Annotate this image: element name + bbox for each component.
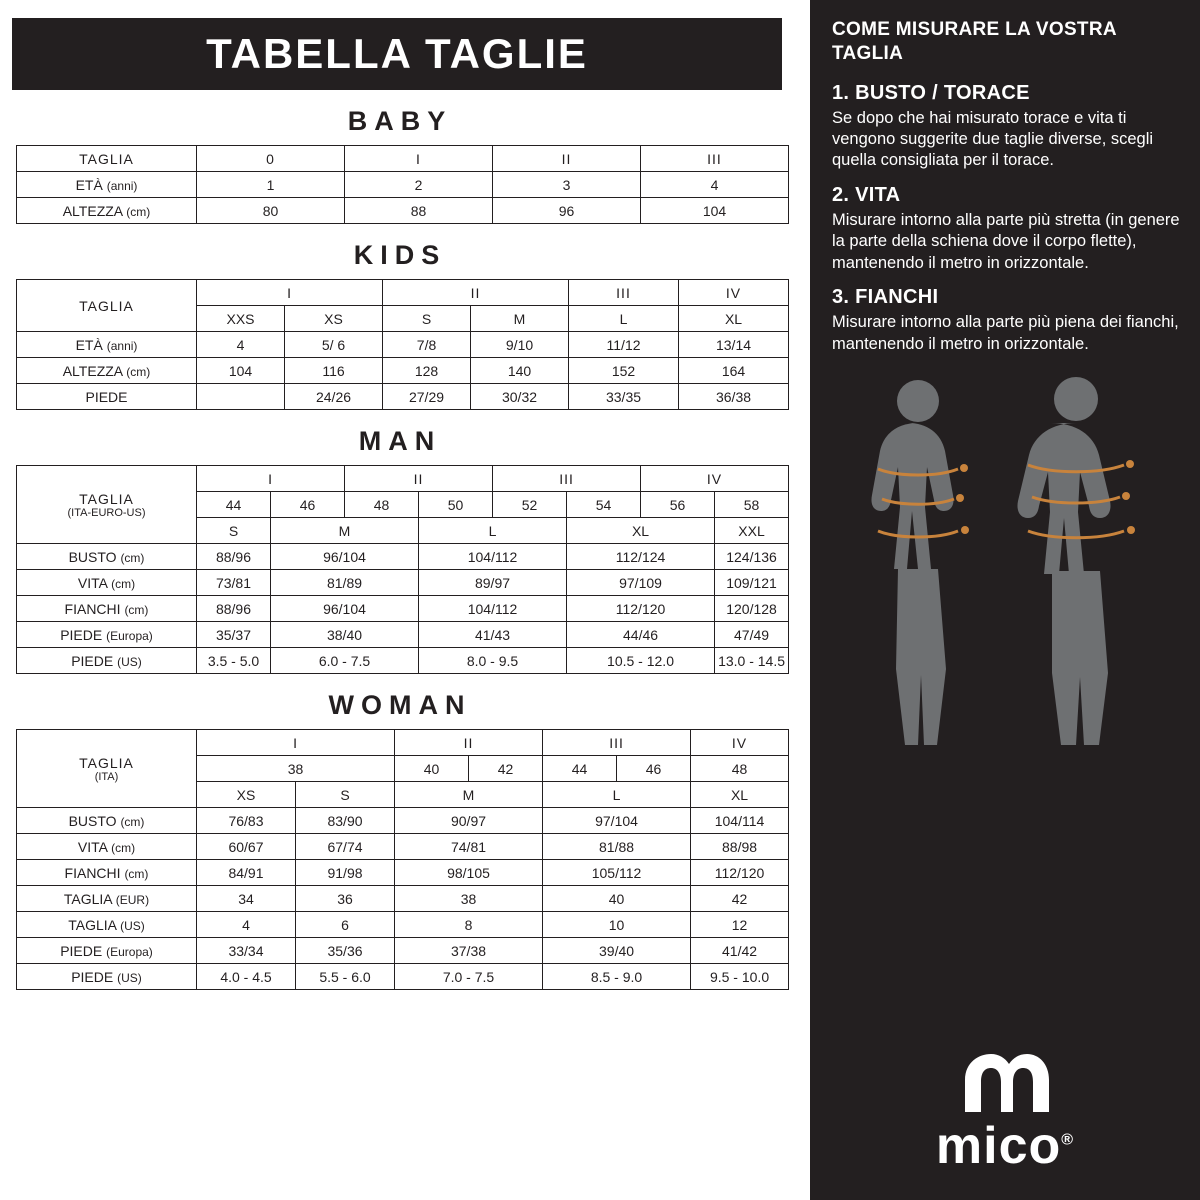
table-row (17, 596, 789, 622)
kids-row-0-c4: 11/12 (569, 332, 679, 358)
table-row (17, 358, 789, 384)
woman-row-2-label: FIANCHI (cm) (17, 860, 197, 886)
woman-row-1-c1: 67/74 (296, 834, 395, 860)
baby-group-1: I (345, 146, 493, 172)
sidebar-heading-vita: 2. VITA (832, 183, 901, 206)
woman-row-2-c1: 91/98 (296, 860, 395, 886)
man-row-0-c3: 112/124 (567, 544, 715, 570)
man-letter-0: S (197, 518, 271, 544)
section-title-baby: BABY (347, 106, 453, 136)
woman-row-4-c0: 4 (197, 912, 296, 938)
kids-row-1-c1: 116 (285, 358, 383, 384)
man-measure-dots (1122, 460, 1135, 534)
man-group-1: II (345, 466, 493, 492)
man-number-3: 50 (419, 492, 493, 518)
sidebar-heading-fianchi: 3. FIANCHI (832, 286, 939, 309)
kids-row-1-c2: 128 (383, 358, 471, 384)
table-row (17, 860, 789, 886)
woman-number-0: 38 (197, 756, 395, 782)
table-row (17, 730, 789, 756)
mico-logo-mark-icon (957, 1052, 1053, 1114)
kids-size-5: XL (679, 306, 789, 332)
baby-row-0-c2: 3 (493, 172, 641, 198)
table-kids (16, 279, 789, 410)
figures-svg (832, 373, 1180, 773)
woman-row-5-c4: 41/42 (691, 938, 789, 964)
baby-group-2: II (493, 146, 641, 172)
kids-row-2-c2: 27/29 (383, 384, 471, 410)
man-row-2-c2: 104/112 (419, 596, 567, 622)
woman-row-1-c0: 60/67 (197, 834, 296, 860)
man-figure-icon (1017, 377, 1110, 745)
woman-group-3: IV (691, 730, 789, 756)
man-row-2-c1: 96/104 (271, 596, 419, 622)
man-number-5: 54 (567, 492, 641, 518)
woman-row-5-c0: 33/34 (197, 938, 296, 964)
woman-row-3-c2: 38 (395, 886, 543, 912)
baby-row-1-c0: 80 (197, 198, 345, 224)
man-number-2: 48 (345, 492, 419, 518)
man-row-4-c0: 3.5 - 5.0 (197, 648, 271, 674)
table-row (17, 648, 789, 674)
man-row-0-c2: 104/112 (419, 544, 567, 570)
table-row (17, 146, 789, 172)
kids-row-1-c5: 164 (679, 358, 789, 384)
man-row-1-c1: 81/89 (271, 570, 419, 596)
woman-row-6-c3: 8.5 - 9.0 (543, 964, 691, 990)
kids-row-2-label: PIEDE (17, 384, 197, 410)
kids-size-3: M (471, 306, 569, 332)
section-title-man: MAN (358, 426, 442, 456)
woman-row-3-c4: 42 (691, 886, 789, 912)
woman-row-3-c1: 36 (296, 886, 395, 912)
kids-group-3: IV (679, 280, 789, 306)
woman-row-5-c2: 37/38 (395, 938, 543, 964)
woman-number-5: 48 (691, 756, 789, 782)
man-row-3-c2: 41/43 (419, 622, 567, 648)
kids-row-0-c3: 9/10 (471, 332, 569, 358)
man-letter-3: XL (567, 518, 715, 544)
woman-row-2-c3: 105/112 (543, 860, 691, 886)
woman-row-5-c1: 35/36 (296, 938, 395, 964)
woman-taglia-label: TAGLIA (ITA) (17, 730, 197, 808)
woman-row-2-c0: 84/91 (197, 860, 296, 886)
kids-row-1-c0: 104 (197, 358, 285, 384)
woman-row-2-c2: 98/105 (395, 860, 543, 886)
woman-row-0-c0: 76/83 (197, 808, 296, 834)
table-row (17, 570, 789, 596)
man-number-4: 52 (493, 492, 567, 518)
sidebar-panel (810, 0, 1200, 1200)
kids-row-1-label: ALTEZZA (cm) (17, 358, 197, 384)
baby-row-0-label: ETÀ (anni) (17, 172, 197, 198)
woman-row-0-c4: 104/114 (691, 808, 789, 834)
woman-figure-icon (871, 380, 953, 745)
woman-row-1-c2: 74/81 (395, 834, 543, 860)
baby-row-1-c2: 96 (493, 198, 641, 224)
baby-row-0-c1: 2 (345, 172, 493, 198)
woman-measure-dots (956, 464, 969, 534)
kids-row-2-c3: 30/32 (471, 384, 569, 410)
man-group-3: IV (641, 466, 789, 492)
baby-taglia-label: TAGLIA (17, 146, 197, 172)
table-row (17, 886, 789, 912)
table-row (17, 466, 789, 492)
table-row (17, 280, 789, 306)
kids-group-2: III (569, 280, 679, 306)
woman-row-0-c2: 90/97 (395, 808, 543, 834)
kids-group-1: II (383, 280, 569, 306)
kids-size-1: XS (285, 306, 383, 332)
woman-row-6-c2: 7.0 - 7.5 (395, 964, 543, 990)
kids-row-1-c3: 140 (471, 358, 569, 384)
table-row (17, 938, 789, 964)
man-row-0-label: BUSTO (cm) (17, 544, 197, 570)
man-row-3-c4: 47/49 (715, 622, 789, 648)
woman-number-2: 42 (469, 756, 543, 782)
man-row-2-c0: 88/96 (197, 596, 271, 622)
kids-row-0-c2: 7/8 (383, 332, 471, 358)
woman-letter-2: M (395, 782, 543, 808)
man-row-1-c3: 97/109 (567, 570, 715, 596)
woman-row-6-c1: 5.5 - 6.0 (296, 964, 395, 990)
page-title: TABELLA TAGLIE (206, 30, 588, 77)
man-row-3-label: PIEDE (Europa) (17, 622, 197, 648)
kids-size-0: XXS (197, 306, 285, 332)
section-title-woman: WOMAN (328, 690, 472, 720)
sidebar-text-vita: Misurare intorno alla parte più stretta (in genere la parte della schiena dove il corpo flette), mantenendo il metro in orizzontale. (832, 210, 1180, 272)
woman-row-0-c1: 83/90 (296, 808, 395, 834)
woman-letter-3: L (543, 782, 691, 808)
woman-row-6-c0: 4.0 - 4.5 (197, 964, 296, 990)
sidebar-text-fianchi: Misurare intorno alla parte più piena dei fianchi, mantenendo il metro in orizzontale. (832, 313, 1179, 353)
woman-letter-0: XS (197, 782, 296, 808)
man-number-6: 56 (641, 492, 715, 518)
man-group-0: I (197, 466, 345, 492)
kids-row-0-label: ETÀ (anni) (17, 332, 197, 358)
woman-row-4-c1: 6 (296, 912, 395, 938)
man-group-2: III (493, 466, 641, 492)
woman-letter-1: S (296, 782, 395, 808)
man-row-0-c1: 96/104 (271, 544, 419, 570)
woman-number-4: 46 (617, 756, 691, 782)
man-row-2-c4: 120/128 (715, 596, 789, 622)
baby-row-1-c1: 88 (345, 198, 493, 224)
man-letter-2: L (419, 518, 567, 544)
man-letter-4: XXL (715, 518, 789, 544)
woman-letter-4: XL (691, 782, 789, 808)
baby-row-1-label: ALTEZZA (cm) (17, 198, 197, 224)
table-row (17, 332, 789, 358)
kids-size-4: L (569, 306, 679, 332)
man-row-4-c3: 10.5 - 12.0 (567, 648, 715, 674)
woman-row-4-c2: 8 (395, 912, 543, 938)
man-number-7: 58 (715, 492, 789, 518)
table-row (17, 198, 789, 224)
man-row-1-c2: 89/97 (419, 570, 567, 596)
baby-row-0-c0: 1 (197, 172, 345, 198)
woman-row-0-label: BUSTO (cm) (17, 808, 197, 834)
section-title-kids: KIDS (353, 240, 447, 270)
man-row-1-c0: 73/81 (197, 570, 271, 596)
kids-row-2-c1: 24/26 (285, 384, 383, 410)
woman-row-5-c3: 39/40 (543, 938, 691, 964)
woman-row-3-c3: 40 (543, 886, 691, 912)
man-number-1: 46 (271, 492, 345, 518)
man-letter-1: M (271, 518, 419, 544)
table-row (17, 834, 789, 860)
woman-row-3-c0: 34 (197, 886, 296, 912)
man-row-2-label: FIANCHI (cm) (17, 596, 197, 622)
man-row-4-c2: 8.0 - 9.5 (419, 648, 567, 674)
man-row-1-label: VITA (cm) (17, 570, 197, 596)
table-row (17, 912, 789, 938)
woman-row-5-label: PIEDE (Europa) (17, 938, 197, 964)
table-woman (16, 729, 789, 990)
kids-row-2-c5: 36/38 (679, 384, 789, 410)
man-taglia-label: TAGLIA (ITA-EURO-US) (17, 466, 197, 544)
man-row-0-c4: 124/136 (715, 544, 789, 570)
woman-group-2: III (543, 730, 691, 756)
table-row (17, 384, 789, 410)
woman-group-0: I (197, 730, 395, 756)
kids-group-0: I (197, 280, 383, 306)
woman-row-2-c4: 112/120 (691, 860, 789, 886)
woman-row-1-label: VITA (cm) (17, 834, 197, 860)
table-row (17, 544, 789, 570)
page-title-bar (12, 18, 782, 90)
sidebar-heading-busto: 1. BUSTO / TORACE (832, 81, 1030, 104)
table-man (16, 465, 789, 674)
baby-row-0-c3: 4 (641, 172, 789, 198)
table-row (17, 964, 789, 990)
woman-row-4-label: TAGLIA (US) (17, 912, 197, 938)
woman-row-6-label: PIEDE (US) (17, 964, 197, 990)
kids-row-1-c4: 152 (569, 358, 679, 384)
table-row (17, 808, 789, 834)
baby-row-1-c3: 104 (641, 198, 789, 224)
woman-row-3-label: TAGLIA (EUR) (17, 886, 197, 912)
mico-wordmark: mico® (935, 1117, 1075, 1175)
man-row-4-c4: 13.0 - 14.5 (715, 648, 789, 674)
woman-group-1: II (395, 730, 543, 756)
brand-logo (810, 1052, 1200, 1176)
kids-row-2-c4: 33/35 (569, 384, 679, 410)
woman-row-4-c4: 12 (691, 912, 789, 938)
man-row-3-c3: 44/46 (567, 622, 715, 648)
woman-row-1-c4: 88/98 (691, 834, 789, 860)
man-row-3-c0: 35/37 (197, 622, 271, 648)
man-number-0: 44 (197, 492, 271, 518)
sidebar-title: COME MISURARE LA VOSTRA TAGLIA (832, 19, 1117, 64)
woman-row-4-c3: 10 (543, 912, 691, 938)
woman-number-3: 44 (543, 756, 617, 782)
table-baby (16, 145, 789, 224)
baby-group-3: III (641, 146, 789, 172)
kids-row-0-c0: 4 (197, 332, 285, 358)
man-row-1-c4: 109/121 (715, 570, 789, 596)
kids-row-0-c5: 13/14 (679, 332, 789, 358)
kids-row-0-c1: 5/ 6 (285, 332, 383, 358)
kids-size-2: S (383, 306, 471, 332)
woman-row-1-c3: 81/88 (543, 834, 691, 860)
woman-row-6-c4: 9.5 - 10.0 (691, 964, 789, 990)
sidebar-text-busto: Se dopo che hai misurato torace e vita ti vengono suggerite due taglie diverse, scegli quella consigliata per il torace. (832, 108, 1154, 170)
man-row-4-c1: 6.0 - 7.5 (271, 648, 419, 674)
man-row-4-label: PIEDE (US) (17, 648, 197, 674)
man-row-3-c1: 38/40 (271, 622, 419, 648)
woman-number-1: 40 (395, 756, 469, 782)
kids-taglia-label: TAGLIA (17, 280, 197, 332)
man-row-2-c3: 112/120 (567, 596, 715, 622)
table-row (17, 172, 789, 198)
baby-group-0: 0 (197, 146, 345, 172)
man-row-0-c0: 88/96 (197, 544, 271, 570)
kids-row-2-c0 (197, 384, 285, 410)
table-row (17, 622, 789, 648)
woman-row-0-c3: 97/104 (543, 808, 691, 834)
body-measurement-figures (832, 373, 1180, 773)
